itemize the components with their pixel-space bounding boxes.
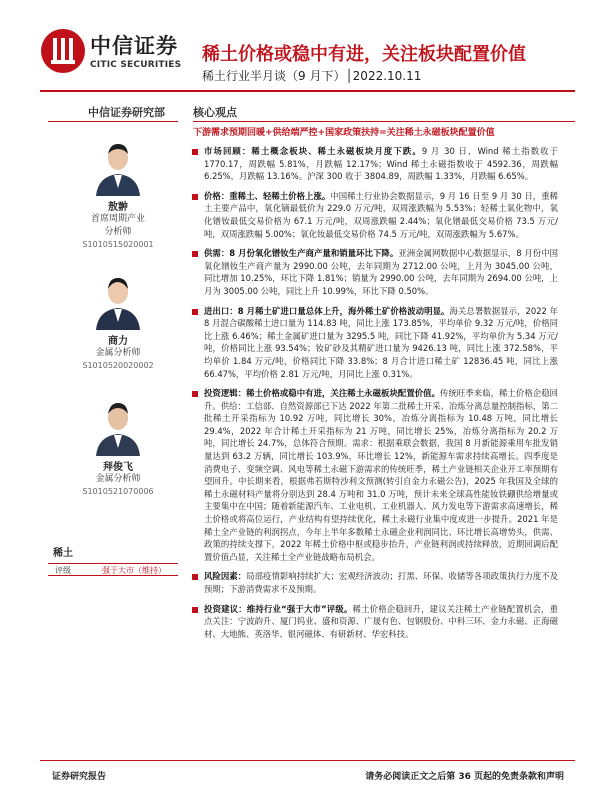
report-title: 稀土价格或稳中有进，关注板块配置价值 (202, 44, 526, 65)
bullet-body: 稀土价格企稳回升，建议关注稀土产业链配置机会，重点关注：宁波韵升、厦门钨业、盛和资源、广晟有色、包钢股份、中科三环、金力永磁、正海磁材、大地熊、英洛华、银河磁体、有研新材、华宏科技。 (204, 603, 558, 639)
analyst-license: S1010515020001 (82, 240, 154, 249)
industry-name: 稀土 (53, 548, 73, 559)
analyst-name: 拜俊飞 (103, 462, 133, 473)
analyst-photo (92, 138, 144, 196)
bullet-investment-logic (192, 387, 558, 563)
core-views-list (192, 145, 558, 647)
analyst-title: 首席周期产业 (90, 214, 145, 224)
bullet-risk-factors (192, 570, 558, 595)
bullet-investment-advice (192, 603, 558, 641)
rating-label: 评级 (55, 566, 71, 575)
analyst-license: S1010520020002 (82, 361, 154, 370)
bullet-heading: 投资建议：维持行业“强于大市”评级。 (204, 603, 353, 614)
bullet-body: 中国稀土行业协会数据显示，9 月 16 日至 9 月 30 日，重稀土主要产品中，氧化镝最低价为 229.0 万元/吨，双周涨跌幅为 5.53%；轻稀土氧化物中，氧化镨钕最低交易价格为 67.1 万元/吨，双周涨跌幅 2.44%；氧化镨最低交易价格 73.5 万元/吨，双周涨跌幅 5.00%；氧化钕最低交易价格 74.5 万元/吨，双周涨跌幅为 5.67%。 (204, 190, 559, 239)
bullet-body: 局部疫情影响持续扩大；宏观经济波动；打黑、环保、收储等各项政策执行力度不及预期；下游消费需求不及预期。 (204, 571, 559, 594)
analyst-name: 敖翀 (108, 202, 128, 213)
core-views-heading: 核心观点 (193, 106, 237, 119)
analyst-license: S1010521070006 (82, 487, 154, 496)
analyst-role: 分析师 (104, 227, 132, 237)
footer-disclaimer: 请务必阅读正文之后第 36 页起的免责条款和声明 (365, 772, 564, 782)
analyst-photo (92, 272, 144, 330)
header-divider (40, 90, 575, 92)
analyst-title: 金属分析师 (95, 348, 141, 358)
bullet-heading: 进出口：8 月稀土矿进口量总体上升，海外稀土矿价格波动明显。 (204, 305, 450, 316)
report-subtitle: 稀土行业半月谈（9 月下）│2022.10.11 (202, 69, 422, 83)
rating-top-border (48, 563, 178, 564)
brand-name-en: CITIC SECURITIES (90, 60, 182, 70)
bullet-heading: 供需：8 月份氧化镨钕生产商产量和销量环比下降。 (204, 248, 399, 259)
bullet-heading: 市场回顾：稀土概念板块、稀土永磁板块月度下跌。 (204, 146, 422, 156)
bullet-body: 亚洲金属网数据中心数据显示，8 月份中国氧化镨钕生产商产量为 2990.00 公吨，去年同期为 2712.00 公吨，上月为 3045.00 公吨，同比增加 10.25%，环比下降 1.81%；销量为 2990.00 公吨，去年同期为 2694.00 公吨，上月为 3005.00 公吨，同比上升 10.99%，环比下降 0.50%。 (204, 248, 558, 296)
right-section-divider (193, 121, 575, 122)
bullet-price (192, 190, 558, 240)
analyst-title: 金属分析师 (95, 474, 141, 484)
footer-report-type: 证券研究报告 (52, 772, 107, 782)
rating-bottom-border (48, 575, 178, 576)
analyst-name: 商力 (108, 336, 128, 347)
analyst-card (48, 138, 188, 251)
analyst-card (48, 272, 188, 372)
bullet-import-export (192, 305, 558, 381)
bullet-heading: 风险因素： (204, 571, 247, 582)
bullet-supply-demand (192, 247, 558, 297)
research-dept-heading: 中信证券研究部 (88, 106, 165, 119)
bullet-body: 海关总署数据显示，2022 年 8 月混合碳酸稀土进口量为 114.83 吨，同比上涨 173.85%，平均单价 9.32 万元/吨，价格同比上涨 6.46%；稀土金属矿进口量为 3295.5 吨，同比下降 41.92%，平均单价为 5.34 万元/吨，价格同比上涨 93.54%；钕矿砂及其精矿进口量为 9426.13 吨，同比上涨 372.58%，平均单价 1.84 万元/吨，价格同比下降 33.8%；8 月合计进口稀土矿 12836.45 吨，同比上涨 66.47%，平均价格 2.81 万元/吨，月同比上涨 0.31%。 (204, 305, 558, 379)
bullet-body: 传统旺季来临，稀土价格企稳回升。供给：工信部、自然资源部已下达 2022 年第二批稀土开采、冶炼分离总量控制指标，第二批稀土开采指标为 10.92 万吨，同比增长 30%，冶炼分离指标为 10.48 万吨，同比增长 29.4%，2022 年合计稀土开采指标为 21 万吨，同比增长 25%，冶炼分离指标为 20.2 万吨，同比增长 24.7%，总体符合预期。需求：根据乘联会数据，我国 8 月新能源乘用车批发销量达到 63.2 万辆，同比增长 103.9%，环比增长 12%，新能源车需求持续高增长。四季度是消费电子、变频空调、风电等稀土永磁下游需求的传统旺季，稀土产业链相关企业开工率预期有望回升。中长期来看，根据弗若斯特沙利文预测(转引自金力永磁公告)，2025 年我国及全球的稀土永磁材料产量将分别达到 28.4 万吨和 31.0 万吨，预计未来全球高性能钕铁硼供给增量或主要集中在中国；随着新能源汽车、工业电机、工业机器人、风力发电等下游需求高速增长，稀土价格或将高位运行，产业结构有望持续优化，稀土永磁行业集中度或进一步提升。2021 年是稀土全产业链的利润拐点，今年上半年多数稀土永磁企业利润同比、环比增长高增势头，供需、政策的持续支撑下，2022 年稀土价格中枢或稳步抬升，产业链利润或持续释放，近期回调后配置价值凸显，关注稀土全产业链战略布局机会。 (204, 388, 559, 562)
key-highlight: 下游需求预期回暖+供给端严控+国家政策扶持=关注稀土永磁板块配置价值 (193, 128, 495, 138)
citic-logo-icon (40, 28, 86, 74)
bullet-heading: 投资逻辑：稀土价格或稳中有进，关注稀土永磁板块配置价值。 (204, 388, 441, 399)
left-section-divider (48, 121, 178, 122)
bullet-heading: 价格：重稀土、轻稀土价格上涨。 (204, 190, 331, 201)
bullet-market-review (192, 145, 558, 183)
bullet-body: 9 月 30 日，Wind 稀土指数收于 1770.17，周跌幅 5.81%，月跌幅 12.17%；Wind 稀土永磁指数收于 4592.36，周跌幅 6.25%，月跌幅 13.16%。沪深 300 收于 3804.89，周跌幅 1.33%，月跌幅 6.65%。 (204, 146, 559, 182)
footer-divider (40, 760, 575, 761)
brand-name-cn: 中信证券 (90, 34, 178, 58)
analyst-photo (92, 398, 144, 456)
analyst-card (48, 398, 188, 498)
rating-value: 强于大市（维持） (102, 566, 166, 575)
